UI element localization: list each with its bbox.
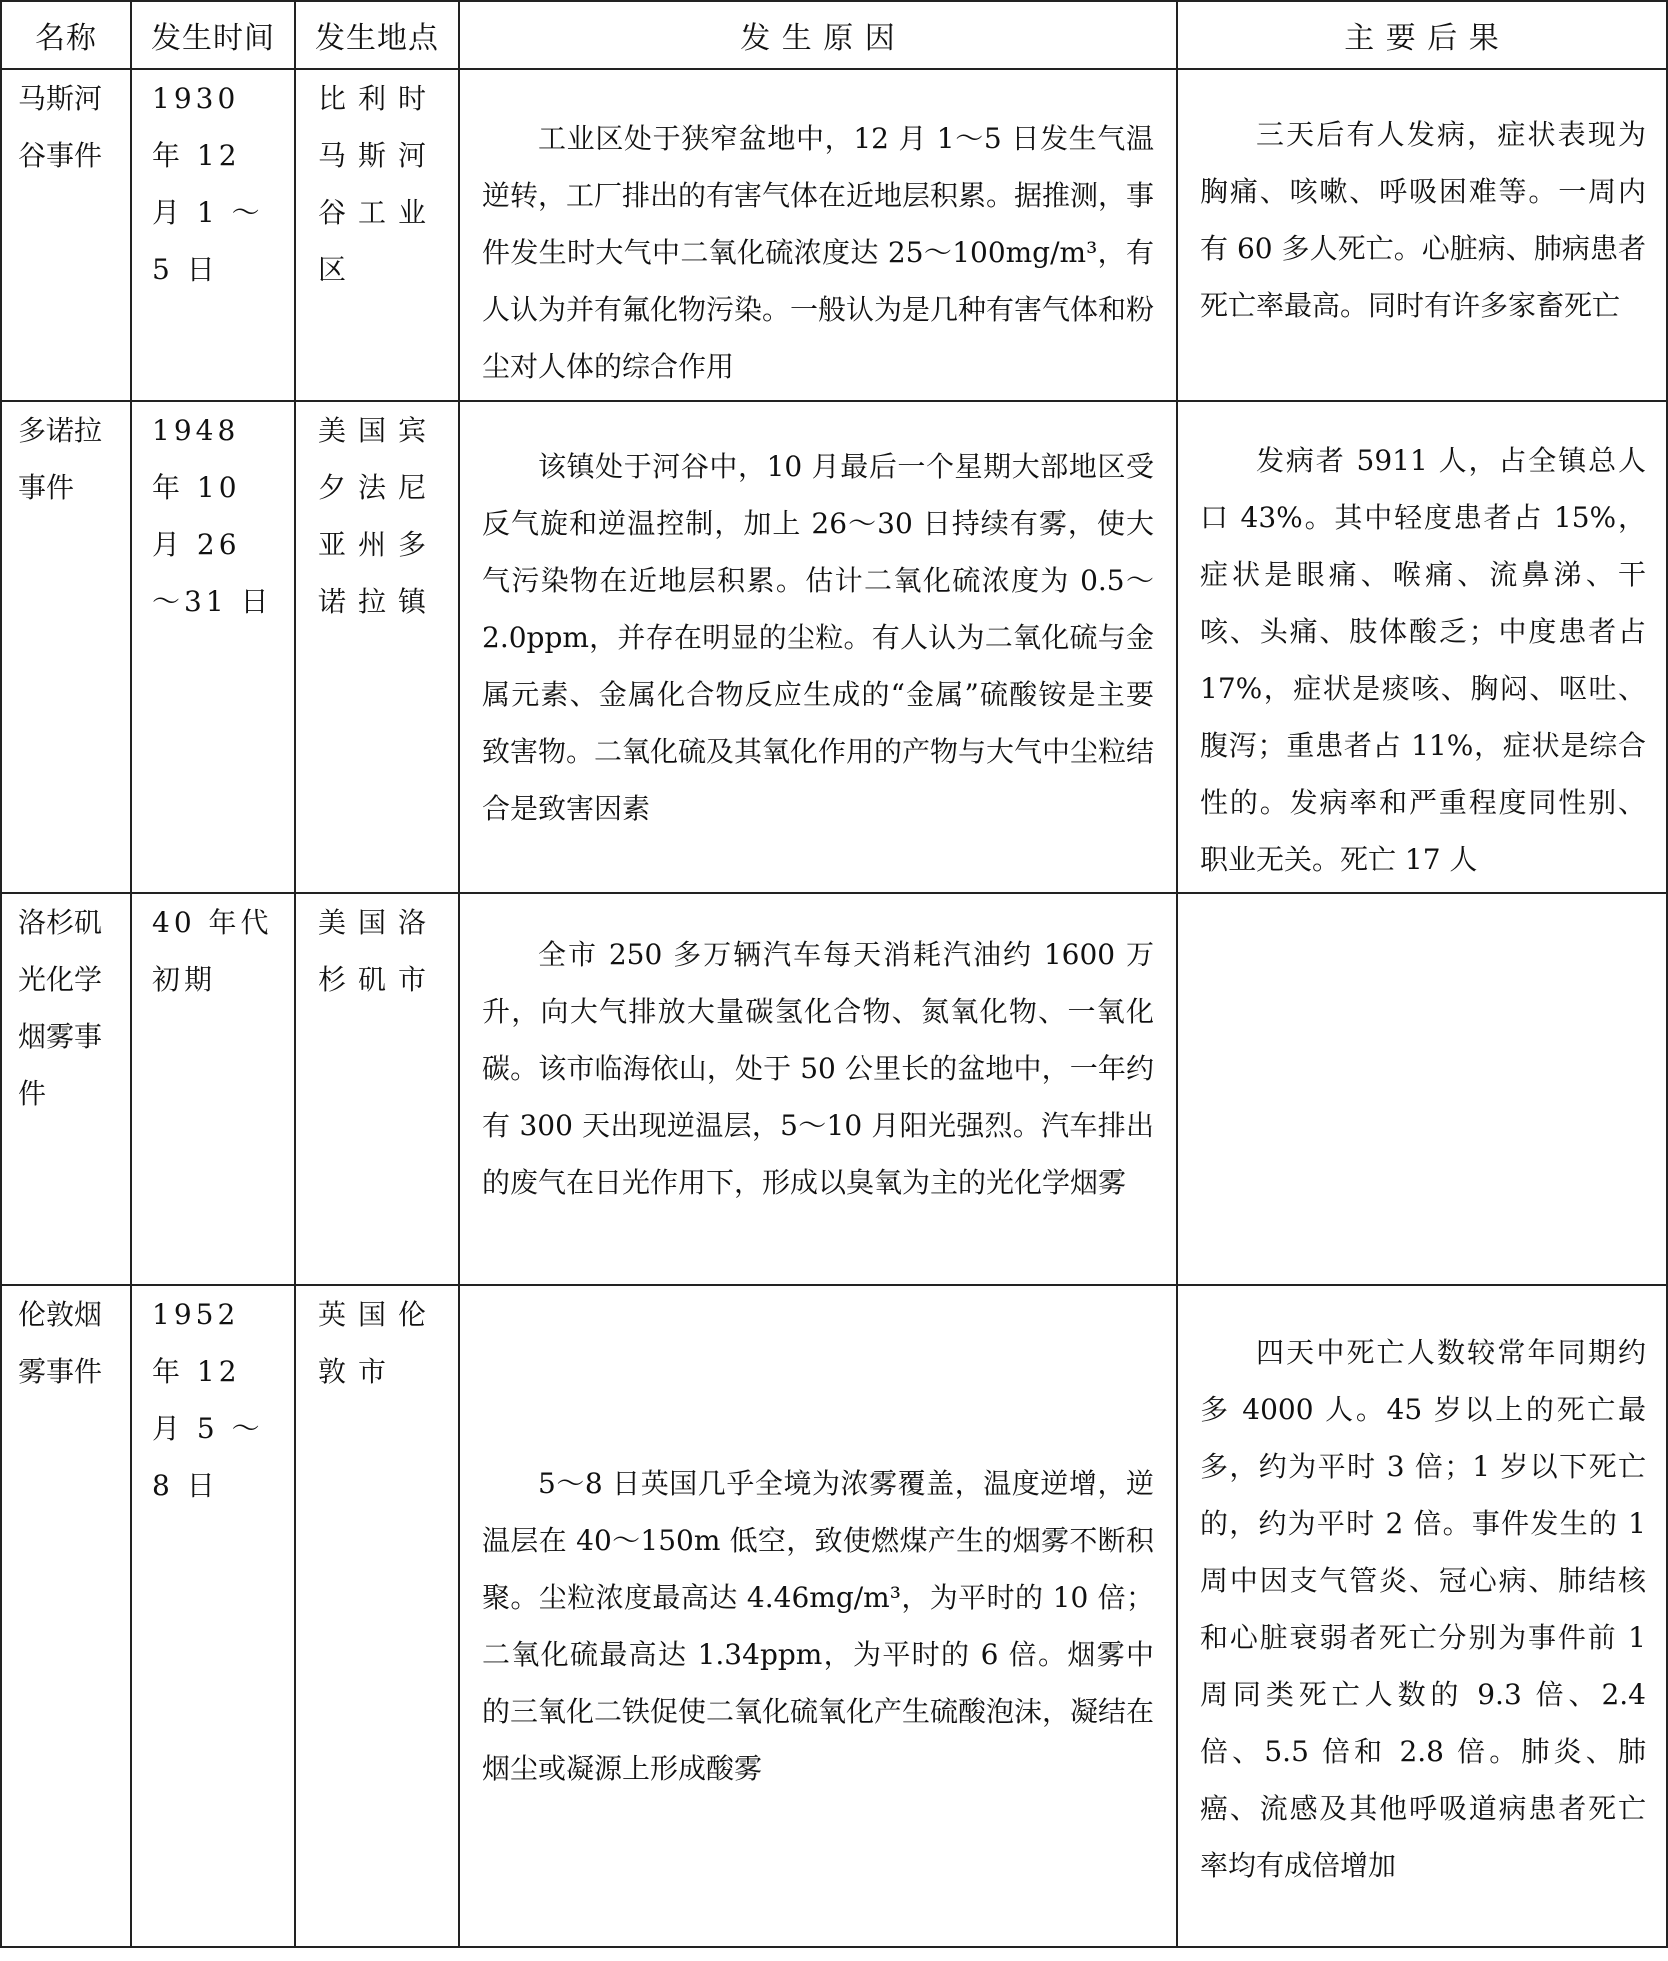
event-effect-cell xyxy=(1177,1285,1667,1947)
event-name-cell xyxy=(1,1285,131,1947)
event-cause-cell xyxy=(459,401,1177,893)
event-effect: 四天中死亡人数较常年同期约多 4000 人。45 岁以上的死亡最多，约为平时 3 倍；1 岁以下死亡的，约为平时 2 倍。事件发生的 1 周中因支气管炎、冠心病、肺结核和心脏衰弱者死亡分别为事件前 1 周同类死亡人数的 9.3 倍、2.4 倍、5.5 倍和 2.8 倍。肺炎、肺癌、流感及其他呼吸道病患者死亡率均有成倍增加 xyxy=(1200,1336,1646,1882)
event-cause-cell xyxy=(459,893,1177,1285)
header-cause: 发 生 原 因 xyxy=(459,1,1177,69)
event-name: 马斯河谷事件 xyxy=(18,82,103,172)
event-time-cell xyxy=(131,1285,295,1947)
event-cause-cell xyxy=(459,1285,1177,1947)
header-row xyxy=(1,1,1667,69)
table-row xyxy=(1,893,1667,1285)
event-time-cell xyxy=(131,401,295,893)
event-effect-cell xyxy=(1177,893,1667,1285)
event-time: 1948 年 10 月 26 ～31 日 xyxy=(152,414,273,618)
event-cause: 5～8 日英国几乎全境为浓雾覆盖，温度逆增，逆温层在 40～150m 低空，致使燃煤产生的烟雾不断积聚。尘粒浓度最高达 4.46mg/m³，为平时的 10 倍；二氧化硫最高达 1.34ppm，为平时的 6 倍。烟雾中的三氧化二铁促使二氧化硫氧化产生硫酸泡沫，凝结在烟尘或凝源上形成酸雾 xyxy=(482,1467,1155,1785)
event-time: 40 年代初期 xyxy=(152,906,273,996)
event-name: 多诺拉事件 xyxy=(18,414,103,504)
event-cause-cell xyxy=(459,69,1177,401)
header-time: 发生时间 xyxy=(131,1,295,69)
event-place: 英国伦敦市 xyxy=(318,1298,439,1388)
table-row xyxy=(1,401,1667,893)
event-effect: 发病者 5911 人，占全镇总人口 43%。其中轻度患者占 15%，症状是眼痛、喉痛、流鼻涕、干咳、头痛、肢体酸乏；中度患者占 17%，症状是痰咳、胸闷、呕吐、腹泻；重患者占 11%，症状是综合性的。发病率和严重程度同性别、职业无关。死亡 17 人 xyxy=(1200,444,1646,876)
event-place: 美国洛杉矶市 xyxy=(318,906,439,996)
event-name: 伦敦烟雾事件 xyxy=(18,1298,103,1388)
header-effect: 主 要 后 果 xyxy=(1177,1,1667,69)
event-name: 洛杉矶光化学烟雾事件 xyxy=(18,906,103,1110)
event-name-cell xyxy=(1,69,131,401)
header-place: 发生地点 xyxy=(295,1,459,69)
event-name-cell xyxy=(1,401,131,893)
event-time-cell xyxy=(131,893,295,1285)
event-effect: 三天后有人发病，症状表现为胸痛、咳嗽、呼吸困难等。一周内有 60 多人死亡。心脏病、肺病患者死亡率最高。同时有许多家畜死亡 xyxy=(1200,118,1646,322)
event-place-cell xyxy=(295,401,459,893)
event-place: 比利时马斯河谷工业区 xyxy=(318,82,439,286)
event-place-cell xyxy=(295,1285,459,1947)
event-cause: 工业区处于狭窄盆地中，12 月 1～5 日发生气温逆转，工厂排出的有害气体在近地层积累。据推测，事件发生时大气中二氧化硫浓度达 25～100mg/m³，有人认为并有氟化物污染。一般认为是几种有害气体和粉尘对人体的综合作用 xyxy=(482,122,1155,383)
event-cause: 全市 250 多万辆汽车每天消耗汽油约 1600 万升，向大气排放大量碳氢化合物、氮氧化物、一氧化碳。该市临海依山，处于 50 公里长的盆地中，一年约有 300 天出现逆温层，5～10 月阳光强烈。汽车排出的废气在日光作用下，形成以臭氧为主的光化学烟雾 xyxy=(482,938,1154,1199)
event-effect-cell xyxy=(1177,69,1667,401)
event-cause: 该镇处于河谷中，10 月最后一个星期大部地区受反气旋和逆温控制，加上 26～30 日持续有雾，使大气污染物在近地层积累。估计二氧化硫浓度为 0.5～2.0ppm，并存在明显的尘粒。有人认为二氧化硫与金属元素、金属化合物反应生成的“金属”硫酸铵是主要致害物。二氧化硫及其氧化作用的产物与大气中尘粒结合是致害因素 xyxy=(482,450,1155,825)
event-place-cell xyxy=(295,69,459,401)
event-time-cell xyxy=(131,69,295,401)
table-row xyxy=(1,1285,1667,1947)
event-effect-cell xyxy=(1177,401,1667,893)
header-name: 名称 xyxy=(1,1,131,69)
table-row xyxy=(1,69,1667,401)
event-place: 美国宾夕法尼亚州多诺拉镇 xyxy=(318,414,439,618)
event-place-cell xyxy=(295,893,459,1285)
event-time: 1952 年 12 月 5 ～8 日 xyxy=(152,1298,264,1502)
event-name-cell xyxy=(1,893,131,1285)
event-time: 1930 年 12 月 1 ～5 日 xyxy=(152,82,264,286)
